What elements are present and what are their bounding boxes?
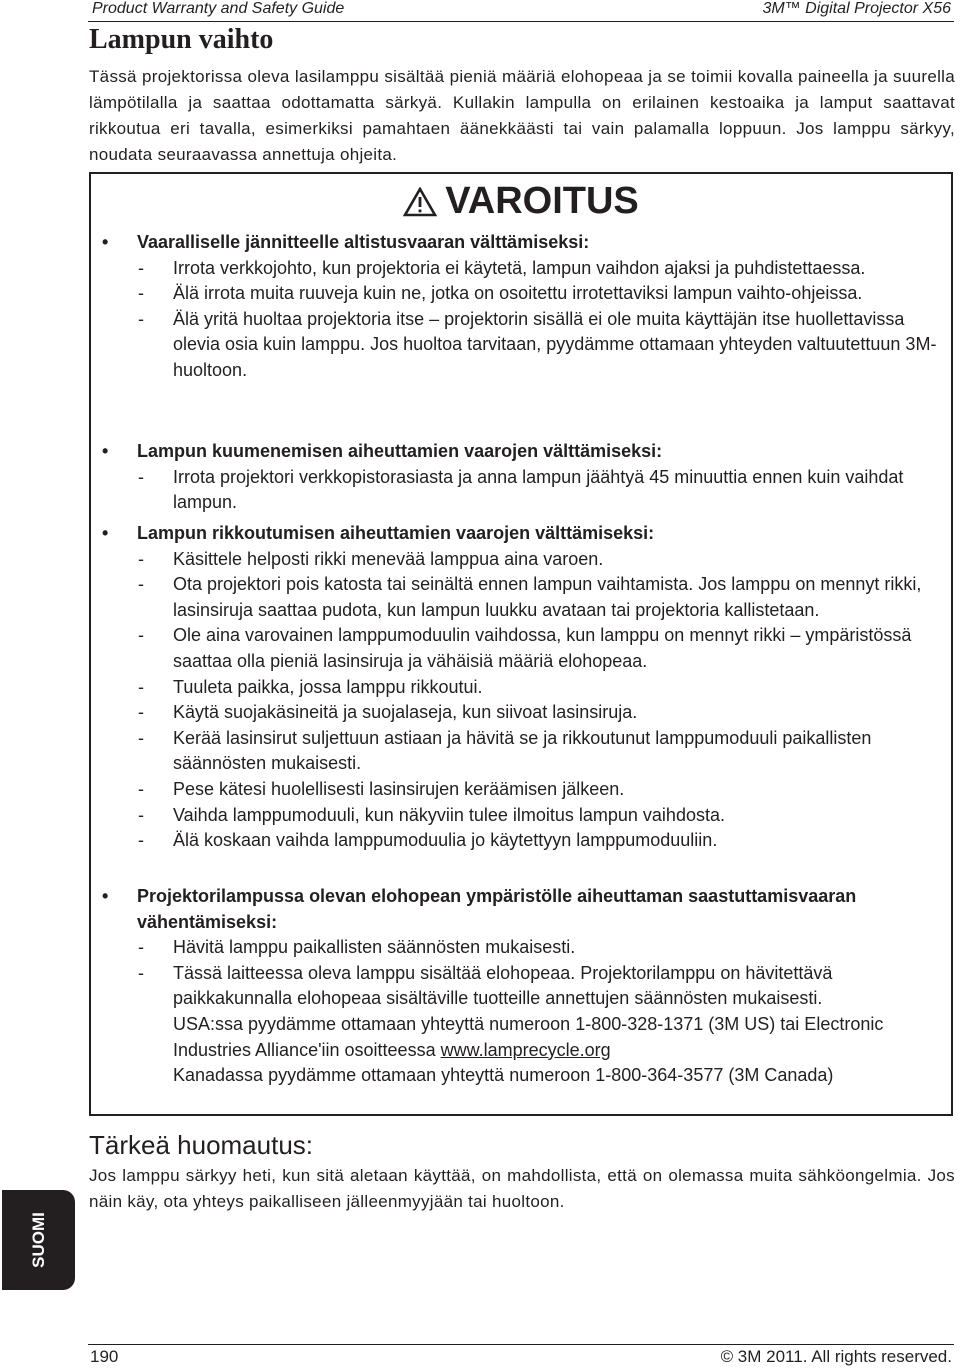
dash-mark: - [138, 962, 144, 983]
header-guide-title: Product Warranty and Safety Guide [92, 0, 345, 17]
warning-section-voltage [91, 230, 937, 384]
warning-heading-text: VAROITUS [445, 180, 639, 222]
page-title: Lampun vaihto [89, 24, 274, 55]
list-item: - Käytä suojakäsineitä ja suojalaseja, kun siivoat lasinsiruja. [91, 700, 937, 726]
section-title: • Vaaralliselle jännitteelle altistusvaaran välttämiseksi: [91, 230, 937, 256]
list-item: - Ole aina varovainen lamppumoduulin vaihdossa, kun lamppu on mennyt rikki – ympäristössä saattaa olla pieniä lasinsiruja ja vähäisiä määriä elohopeaa. [138, 625, 912, 671]
copyright: © 3M 2011. All rights reserved. [720, 1347, 952, 1366]
canada-contact: Kanadassa pyydämme ottamaan yhteyttä numeroon 1-800-364-3577 (3M Canada) [173, 1065, 834, 1086]
list-item: - Tuuleta paikka, jossa lamppu rikkoutui. [91, 675, 937, 701]
list-item: - Irrota verkkojohto, kun projektoria ei käytetä, lampun vaihdon ajaksi ja puhdistettaessa. [91, 256, 937, 282]
dash-mark: - [138, 466, 144, 487]
dash-mark: - [138, 804, 144, 825]
list-item-recycling: - Tässä laitteessa oleva lamppu sisältää elohopeaa. Projektorilamppu on hävitettävä paikkakunnalla elohopeaa sisältäville tuotteille annettujen säännösten mukaisesti. USA:ssa pyydämme ottamaan yhteyttä numeroon 1-800-328-1371 (3M US) tai Electronic Industries Alliance'iin osoitteessa www.lamprecycle.org Kanadassa pyydämme ottamaan yhteyttä numeroon 1-800-364-3577 (3M Canada) [138, 962, 884, 1086]
dash-mark: - [138, 778, 144, 799]
list-item: - Käsittele helposti rikki menevää lamppua aina varoen. [91, 547, 937, 573]
page-number: 190 [90, 1347, 119, 1366]
note-paragraph: Jos lamppu särkyy heti, kun sitä aletaan käyttää, on mahdollista, että on olemassa muita sähköongelmia. Jos näin käy, ota yhteys paikalliseen jälleenmyyjään tai huoltoon. [89, 1166, 955, 1211]
dash-mark: - [138, 937, 144, 958]
section-title: • Projektorilampussa olevan elohopean ympäristölle aiheuttaman saastuttamisvaaran vähentämiseksi: [102, 886, 857, 932]
usa-contact: USA:ssa pyydämme ottamaan yhteyttä numeroon 1-800-328-1371 (3M US) tai Electronic Industries Alliance'iin osoitteessa [173, 1013, 884, 1060]
bullet-mark: • [102, 441, 109, 461]
list-item: - Pese kätesi huolellisesti lasinsirujen keräämisen jälkeen. [91, 777, 937, 803]
header-product-name: 3M™ Digital Projector X56 [762, 0, 951, 17]
dash-mark: - [138, 727, 144, 748]
warning-box [89, 172, 953, 1116]
list-item: - Kerää lasinsirut suljettuun astiaan ja hävitä se ja rikkoutunut lamppumoduuli paikallisten säännösten mukaisesti. [138, 727, 872, 774]
dash-mark: - [138, 283, 144, 304]
list-item: - Älä irrota muita ruuveja kuin ne, jotka on osoitettu irrotettaviksi lampun vaihto-ohjeissa. [91, 281, 937, 307]
language-tab [2, 1190, 75, 1290]
warning-heading [91, 180, 951, 223]
bullet-mark: • [102, 886, 109, 906]
lamprecycle-link[interactable]: www.lamprecycle.org [440, 1039, 611, 1060]
note-title: Tärkeä huomautus: [89, 1130, 314, 1160]
dash-mark: - [138, 574, 144, 595]
warning-section-mercury [91, 884, 937, 1089]
dash-mark: - [138, 548, 144, 569]
warning-triangle-icon [403, 187, 437, 217]
dash-mark: - [138, 830, 144, 851]
warning-section-heat [91, 439, 937, 516]
section-title: • Lampun rikkoutumisen aiheuttamien vaarojen välttämiseksi: [91, 521, 937, 547]
warning-section-breakage [91, 521, 937, 854]
dash-mark: - [138, 257, 144, 278]
section-title: • Lampun kuumenemisen aiheuttamien vaarojen välttämiseksi: [91, 439, 937, 465]
list-item: - Vaihda lamppumoduuli, kun näkyviin tulee ilmoitus lampun vaihdosta. [91, 803, 937, 829]
list-item: - Irrota projektori verkkopistorasiasta ja anna lampun jäähtyä 45 minuuttia ennen kuin vaihdat lampun. [138, 466, 904, 513]
header-divider [88, 21, 954, 22]
list-item: - Älä yritä huoltaa projektoria itse – projektorin sisällä ei ole muita käyttäjän itse huollettavissa olevia osia kuin lamppu. Jos huoltoa tarvitaan, pyydämme ottamaan yhteyden valtuutettuun 3M-huoltoon. [138, 308, 937, 380]
dash-mark: - [138, 702, 144, 723]
intro-paragraph: Tässä projektorissa oleva lasilamppu sisältää pieniä määriä elohopeaa ja se toimii kovalla paineella ja suurella lämpötilalla ja saattaa odottamatta särkyä. Kullakin lampulla on erilainen kestoaika ja lamput saattavat rikkoutua eri tavalla, esimerkiksi pamahtaen äänekkäästi tai vain palamalla loppuun. Jos lamppu särkyy, noudata seuraavassa annettuja ohjeita. [89, 67, 955, 164]
footer-divider [88, 1344, 954, 1345]
list-item: - Ota projektori pois katosta tai seinältä ennen lampun vaihtamista. Jos lamppu on mennyt rikki, lasinsiruja saattaa pudota, kun lampun luukku avataan tai projektoria kallistetaan. [138, 574, 922, 620]
bullet-mark: • [102, 523, 109, 543]
dash-mark: - [138, 625, 144, 646]
bullet-mark: • [102, 232, 109, 252]
list-item: - Älä koskaan vaihda lamppumoduulia jo käytettyyn lamppumoduuliin. [91, 828, 937, 854]
list-item: - Hävitä lamppu paikallisten säännösten mukaisesti. [91, 935, 937, 961]
dash-mark: - [138, 676, 144, 697]
language-tab-label: SUOMI [28, 1212, 48, 1268]
dash-mark: - [138, 308, 144, 329]
